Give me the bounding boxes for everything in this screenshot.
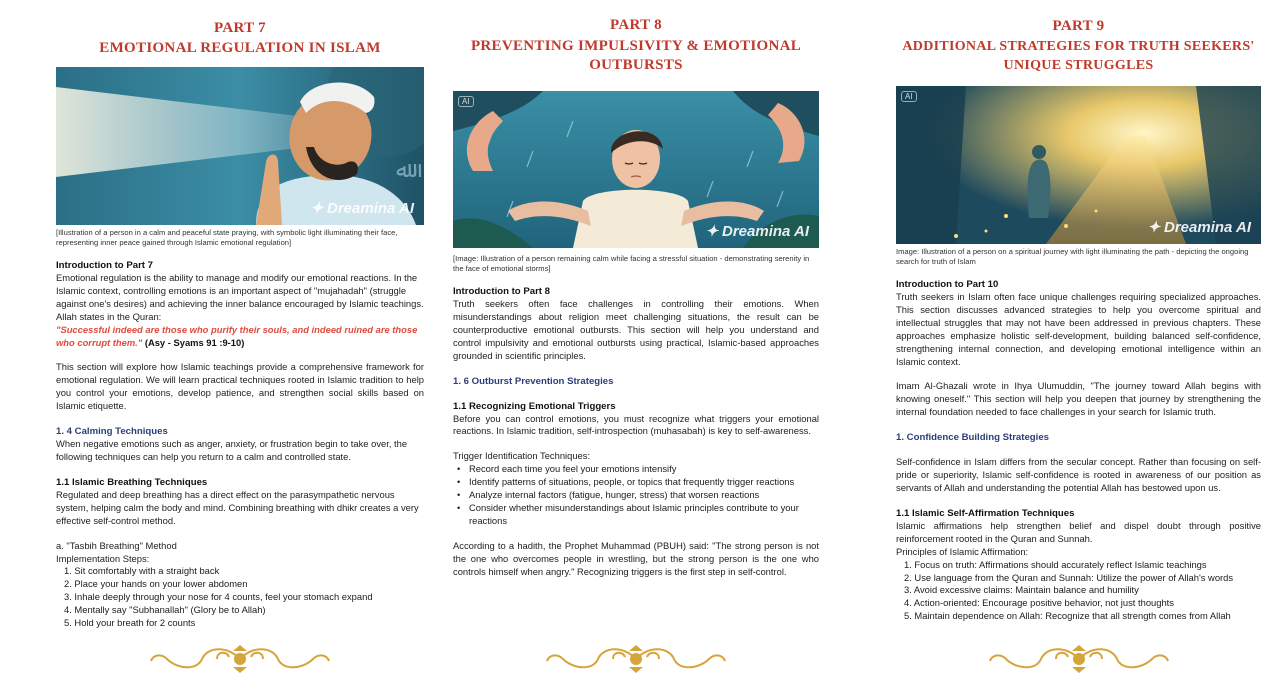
praying-person-illustration bbox=[56, 67, 424, 225]
principles-list bbox=[896, 559, 1261, 624]
subsection-paragraph: Islamic affirmations help strengthen belief and dispel doubt through positive reinforcement rooted in the Quran and Sunnah. bbox=[896, 519, 1261, 544]
intro-paragraph: Truth seekers in Islam often face unique challenges requiring specialized approaches. This section discusses advanced strategies to help you overcome spiritual and intellectual struggles that may not have been addressed in previous chapters. These approaches emphasize holistic self-development, building balanced self-confidence, strengthening internal connection, and developing emotional intelligence within an Islamic context. bbox=[896, 291, 1261, 367]
ghazali-paragraph: Imam Al-Ghazali wrote in Ihya Ulumuddin, "The journey toward Allah begins with knowing oneself." This section will help you deepen that journey by strengthening the internal foundation needed to face challenges in your search for Islamic truth. bbox=[896, 380, 1261, 418]
part-heading: PREVENTING IMPULSIVITY & EMOTIONAL bbox=[470, 38, 802, 54]
part-number: PART 8 bbox=[610, 17, 662, 33]
list-item: • Consider whether misunderstandings about Islamic principles contribute to your reactions bbox=[453, 502, 819, 528]
list-item: 4. Action-oriented: Encourage positive behavior, not just thoughts bbox=[904, 597, 1174, 609]
subsection-heading: 1.1 Islamic Breathing Techniques bbox=[56, 476, 208, 488]
list-item: 1. Sit comfortably with a straight back bbox=[64, 565, 220, 577]
part-number: PART 9 bbox=[1052, 18, 1105, 34]
dreamina-watermark: ✦ Dreamina AI bbox=[705, 223, 809, 240]
list-item: 1. Focus on truth: Affirmations should accurately reflect Islamic teachings bbox=[904, 558, 1207, 570]
list-item: 4. Mentally say "Subhanallah" (Glory be to Allah) bbox=[64, 604, 266, 616]
list-item: 2. Use language from the Quran and Sunnah: Utilize the power of Allah's words bbox=[904, 571, 1234, 583]
quran-quote bbox=[56, 324, 424, 350]
page-part-7 bbox=[56, 0, 424, 700]
part-heading-line-2: OUTBURSTS bbox=[589, 57, 683, 73]
list-item: 2. Place your hands on your lower abdomen bbox=[64, 578, 248, 590]
trigger-list bbox=[453, 463, 819, 528]
page-part-8 bbox=[453, 0, 819, 700]
list-item: 3. Avoid excessive claims: Maintain balance and humility bbox=[904, 584, 1139, 596]
intro-paragraph: Emotional regulation is the ability to manage and modify our emotional reactions. In the Islamic context, controlling emotions is an important aspect of "mujahadah" (struggle against one's desires) and achieving the inner balance encouraged by Islamic teachings. bbox=[56, 272, 424, 309]
intro-heading: Introduction to Part 8 bbox=[453, 286, 551, 297]
ai-badge: AI bbox=[901, 91, 917, 102]
subsection-paragraph: Regulated and deep breathing has a direct effect on the parasympathetic nervous system, helping calm the body and mind. Combining breathing with dhikr creates a very effective self-control method. bbox=[56, 488, 419, 526]
quote-text: "Successful indeed are those who purify their souls, and indeed ruined are those who corrupt them." bbox=[56, 323, 418, 348]
calm-person-illustration bbox=[453, 91, 819, 248]
method-title: a. "Tasbih Breathing" Method bbox=[56, 539, 177, 551]
part-heading: EMOTIONAL REGULATION IN ISLAM bbox=[99, 40, 381, 56]
image-caption: Image: Illustration of a person on a spiritual journey with light illuminating the path - depicting the ongoing search for truth of Islam bbox=[896, 247, 1249, 266]
intro-heading: Introduction to Part 7 bbox=[56, 260, 154, 271]
section-paragraph: This section will explore how Islamic teachings provide a comprehensive framework for emotional regulation. We will learn practical techniques rooted in Islamic tradition to help you control your emotions, develop patience, and strengthen social skills based on Islamic etiquette. bbox=[56, 361, 424, 412]
hadith-paragraph: According to a hadith, the Prophet Muhammad (PBUH) said: "The strong person is not the one who overcomes people in wrestling, but the strong person is the one who controls himself when angry." Recognizing triggers is the first step in self-control. bbox=[453, 539, 819, 577]
image-caption: [Illustration of a person in a calm and peaceful state praying, with symbolic light illuminating their face, representing inner peace gained through Islamic emotional regulation] bbox=[56, 228, 398, 247]
list-item: 5. Maintain dependence on Allah: Recognize that all strength comes from Allah bbox=[904, 610, 1231, 622]
list-item: • Identify patterns of situations, people, or topics that frequently trigger reactions bbox=[453, 476, 819, 489]
intro-paragraph: Truth seekers often face challenges in controlling their emotions. When misunderstandings about religion meet challenging situations, the result can be counterproductive emotional outbursts. This section will help you understand and control impulsivity and emotional outbursts using practical, Islamic-based approaches grounded in scientific principles. bbox=[453, 298, 819, 361]
list-item: • Record each time you feel your emotions intensify bbox=[453, 463, 819, 476]
intro-heading: Introduction to Part 10 bbox=[896, 279, 999, 290]
part-title bbox=[56, 19, 424, 58]
subsection-heading: 1.1 Islamic Self-Affirmation Techniques bbox=[896, 507, 1075, 519]
page-part-9 bbox=[896, 0, 1261, 700]
ornament-divider bbox=[147, 643, 333, 680]
steps-list bbox=[56, 565, 424, 630]
list-item: 3. Inhale deeply through your nose for 4 counts, feel your stomach expand bbox=[64, 591, 373, 603]
section-heading: 1. 6 Outburst Prevention Strategies bbox=[453, 375, 614, 387]
part-title bbox=[896, 17, 1261, 75]
image-caption: [Image: Illustration of a person remaining calm while facing a stressful situation - demonstrating serenity in the face of emotional storms] bbox=[453, 254, 810, 273]
part-heading: ADDITIONAL STRATEGIES FOR TRUTH SEEKERS' bbox=[902, 39, 1255, 54]
subsection-paragraph: Before you can control emotions, you must recognize what triggers your emotional reactions. In Islamic tradition, self-introspection (muhasabah) is key to self-awareness. bbox=[453, 412, 819, 437]
ai-badge: AI bbox=[458, 96, 474, 107]
svg-text:ﷲ: ﷲ bbox=[396, 158, 409, 183]
section-heading: 1. 4 Calming Techniques bbox=[56, 426, 168, 438]
ornament-divider bbox=[986, 643, 1172, 680]
part-title bbox=[453, 16, 819, 75]
spiritual-journey-illustration bbox=[896, 86, 1261, 244]
principles-title: Principles of Islamic Affirmation: bbox=[896, 545, 1029, 557]
section-paragraph: Self-confidence in Islam differs from the secular concept. Rather than focusing on self-pride or superiority, Islamic self-confidence is rooted in awareness of our position as servants of Allah and understanding the potential Allah has bestowed upon us. bbox=[896, 456, 1261, 493]
bullets-title: Trigger Identification Techniques: bbox=[453, 450, 591, 462]
section-heading: 1. Confidence Building Strategies bbox=[896, 432, 1049, 444]
dreamina-watermark: ✦ Dreamina AI bbox=[1147, 219, 1251, 236]
quote-reference: (Asy - Syams 91 :9-10) bbox=[142, 336, 245, 348]
quran-lead-in: Allah states in the Quran: bbox=[56, 310, 162, 322]
section-intro-paragraph: When negative emotions such as anger, anxiety, or frustration begin to take over, the following techniques can help you return to a calm and controlled state. bbox=[56, 438, 408, 462]
subsection-heading: 1.1 Recognizing Emotional Triggers bbox=[453, 400, 616, 412]
ornament-divider bbox=[543, 643, 729, 680]
part-heading-line-2: UNIQUE STRUGGLES bbox=[1003, 58, 1154, 73]
list-item: 5. Hold your breath for 2 counts bbox=[64, 617, 196, 629]
list-item: • Analyze internal factors (fatigue, hunger, stress) that worsen reactions bbox=[453, 489, 819, 502]
part-number: PART 7 bbox=[214, 20, 266, 36]
steps-title: Implementation Steps: bbox=[56, 552, 150, 564]
dreamina-watermark: ✦ Dreamina AI bbox=[310, 200, 414, 217]
